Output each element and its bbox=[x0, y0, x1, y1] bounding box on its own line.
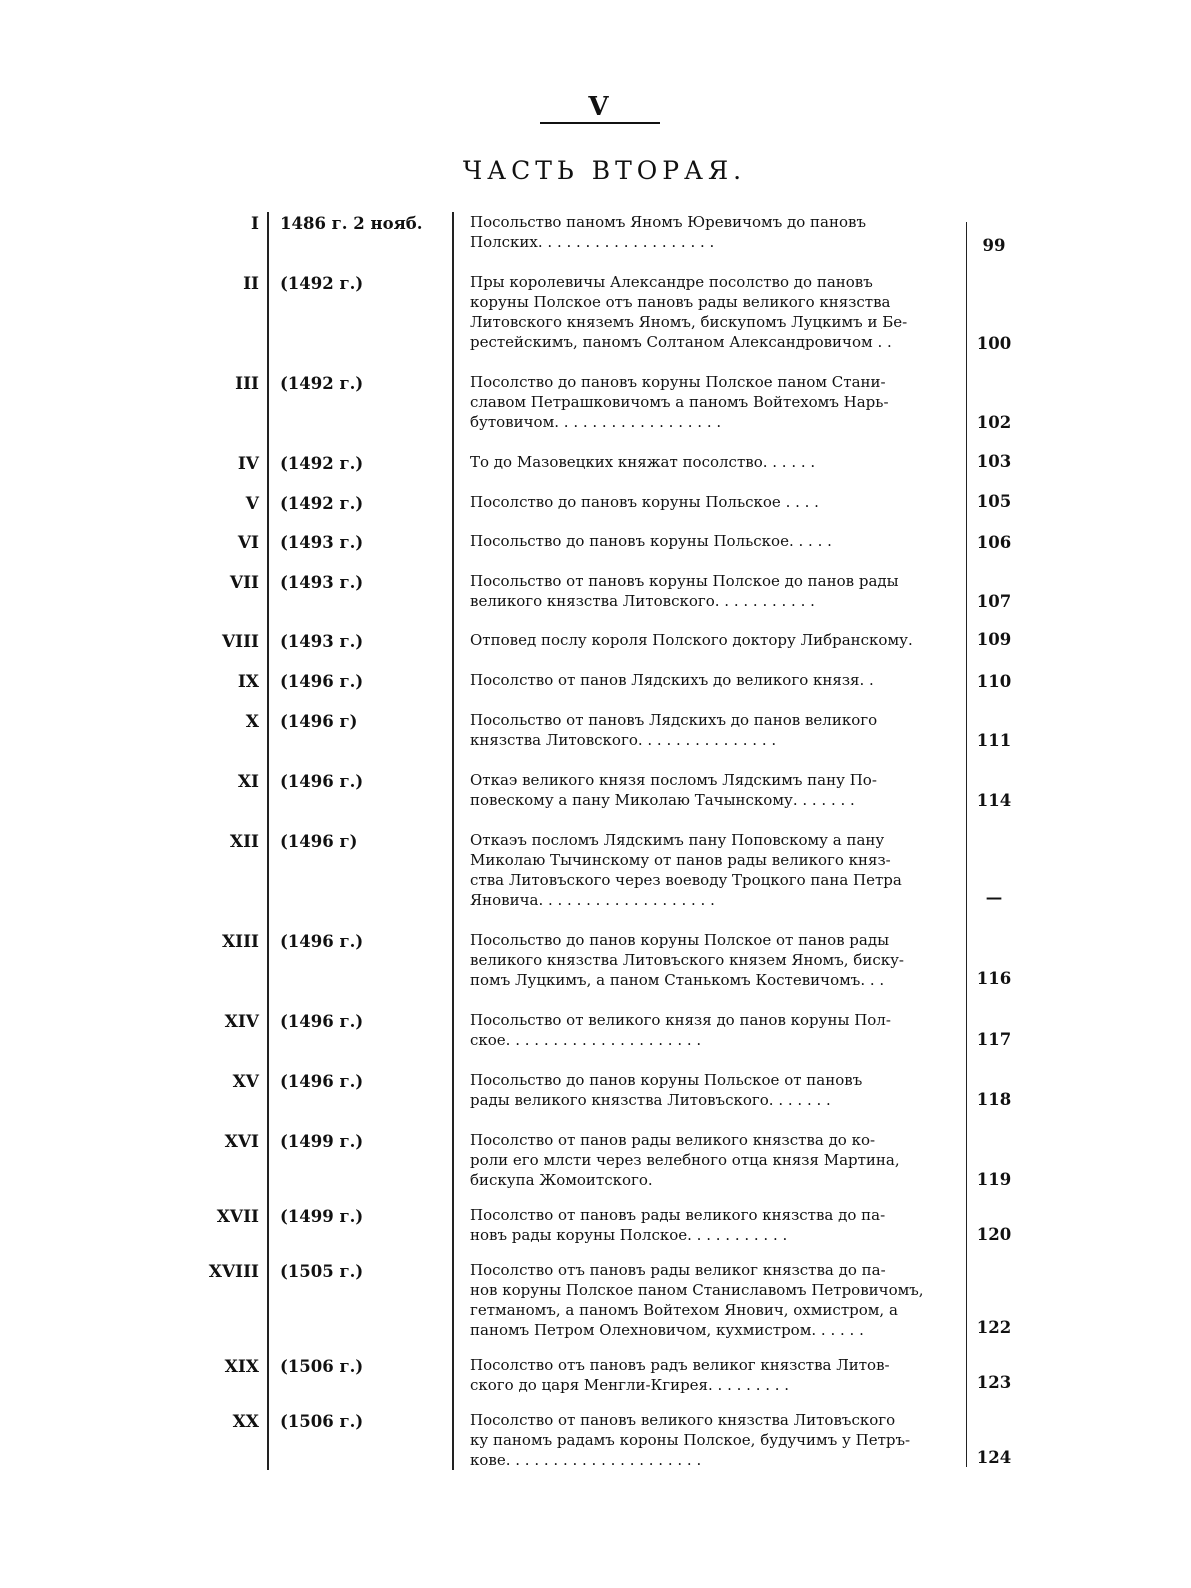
entry-page: 114 bbox=[976, 791, 1012, 810]
entry-description bbox=[470, 770, 950, 810]
entry-description bbox=[470, 1070, 950, 1110]
entry-page: 122 bbox=[976, 1318, 1012, 1337]
entry-page: 118 bbox=[976, 1090, 1012, 1109]
entry-line: рестейскимъ, паномъ Солтаном Александровичом . . bbox=[470, 333, 892, 351]
entry-line: Посольство паномъ Яномъ Юревичомъ до пановъ bbox=[470, 213, 866, 231]
entry-date: (1499 г.) bbox=[280, 1132, 364, 1151]
entry-number: XI bbox=[237, 772, 259, 792]
entry-description bbox=[470, 830, 950, 910]
entry-line: ское. . . . . . . . . . . . . . . . . . . . . bbox=[470, 1031, 702, 1049]
entry-line: нов коруны Полское паном Станиславомъ Петровичомъ, bbox=[470, 1281, 924, 1299]
entry-number: XIV bbox=[224, 1012, 259, 1032]
entry-page: 105 bbox=[976, 492, 1012, 511]
entry-number: XV bbox=[232, 1072, 259, 1092]
column-divider-left bbox=[267, 212, 269, 1470]
entry-line: Отповед послу короля Полского доктору Либранскому. bbox=[470, 631, 913, 649]
entry-line: Посольство до панов коруны Полское от панов рады bbox=[470, 931, 890, 949]
entry-line: Посолство от пановъ великого князства Литовъского bbox=[470, 1411, 896, 1429]
entry-description bbox=[470, 212, 950, 252]
entry-number: III bbox=[235, 374, 259, 394]
entry-description bbox=[470, 1260, 950, 1340]
entry-page: 111 bbox=[976, 731, 1012, 750]
entry-number: XVII bbox=[216, 1207, 259, 1227]
entry-line: коруны Полское отъ пановъ рады великого князства bbox=[470, 293, 891, 311]
entry-page: 116 bbox=[976, 969, 1012, 988]
entry-line: бискупа Жомоитского. bbox=[470, 1171, 653, 1189]
entry-date: (1493 г.) bbox=[280, 533, 364, 552]
entry-description bbox=[470, 531, 950, 551]
entry-page: 102 bbox=[976, 413, 1012, 432]
entry-date: (1506 г.) bbox=[280, 1412, 364, 1431]
entry-description bbox=[470, 492, 950, 512]
entry-line: Посольство от пановъ коруны Полское до панов рады bbox=[470, 572, 899, 590]
entry-date: 1486 г. 2 нояб. bbox=[280, 214, 423, 233]
entry-line: князства Литовского. . . . . . . . . . . . . . . bbox=[470, 731, 777, 749]
entry-line: ку паномъ радамъ короны Полское, будучимъ у Петръ- bbox=[470, 1431, 911, 1449]
header-rule bbox=[540, 122, 660, 124]
entry-date: (1496 г) bbox=[280, 832, 358, 851]
entry-number: XX bbox=[232, 1412, 259, 1432]
entry-line: Яновича. . . . . . . . . . . . . . . . . . . bbox=[470, 891, 715, 909]
entry-page: — bbox=[985, 888, 1003, 907]
entry-page: 100 bbox=[976, 334, 1012, 353]
entry-line: ства Литовъского через воеводу Троцкого пана Петра bbox=[470, 871, 902, 889]
entry-line: великого князства Литовского. . . . . . . . . . . bbox=[470, 592, 815, 610]
entry-line: Посольство от великого князя до панов коруны Пол- bbox=[470, 1011, 891, 1029]
entry-line: повескому а пану Миколаю Тачынскому. . . . . . . bbox=[470, 791, 855, 809]
entry-number: VIII bbox=[221, 632, 259, 652]
entry-line: великого князства Литовъского князем Яномъ, биску- bbox=[470, 951, 904, 969]
entry-page: 120 bbox=[976, 1225, 1012, 1244]
entry-line: ского до царя Менгли-Кгирея. . . . . . . . . bbox=[470, 1376, 790, 1394]
entry-date: (1496 г.) bbox=[280, 932, 364, 951]
entry-date: (1496 г.) bbox=[280, 772, 364, 791]
entry-date: (1505 г.) bbox=[280, 1262, 364, 1281]
entry-line: славом Петрашковичомъ а паномъ Войтехомъ Нарь- bbox=[470, 393, 889, 411]
entry-description bbox=[470, 1205, 950, 1245]
entry-description bbox=[470, 452, 950, 472]
column-divider-right bbox=[966, 222, 967, 1467]
entry-line: Откаэ великого князя посломъ Лядскимъ пану По- bbox=[470, 771, 877, 789]
entry-number: XIX bbox=[224, 1357, 259, 1377]
entry-line: Миколаю Тычинскому от панов рады великого княз- bbox=[470, 851, 891, 869]
entry-line: новъ рады коруны Полское. . . . . . . . . . . bbox=[470, 1226, 788, 1244]
entry-number: II bbox=[243, 274, 259, 294]
entry-line: Посолство отъ пановъ рады великог князства до па- bbox=[470, 1261, 886, 1279]
entry-date: (1506 г.) bbox=[280, 1357, 364, 1376]
entry-number: V bbox=[245, 494, 259, 514]
entry-line: паномъ Петром Олехновичом, кухмистром. . . . . . bbox=[470, 1321, 864, 1339]
entry-line: Посолство до пановъ коруны Полское паном Стани- bbox=[470, 373, 886, 391]
entry-description bbox=[470, 630, 950, 650]
entry-page: 103 bbox=[976, 452, 1012, 471]
entry-date: (1496 г.) bbox=[280, 672, 364, 691]
entry-description bbox=[470, 1130, 950, 1190]
entry-description bbox=[470, 1410, 950, 1470]
entry-line: Посолство до пановъ коруны Польское . . . . bbox=[470, 493, 819, 511]
entry-line: Пры королевичы Александре посолство до пановъ bbox=[470, 273, 873, 291]
section-title: ЧАСТЬ ВТОРАЯ. bbox=[462, 156, 747, 185]
entry-page: 107 bbox=[976, 592, 1012, 611]
entry-line: гетманомъ, а паномъ Войтехом Янович, охмистром, а bbox=[470, 1301, 898, 1319]
entry-description bbox=[470, 272, 950, 352]
entry-number: VII bbox=[229, 573, 259, 593]
entry-date: (1493 г.) bbox=[280, 573, 364, 592]
entry-page: 119 bbox=[976, 1170, 1012, 1189]
entry-page: 106 bbox=[976, 533, 1012, 552]
entry-number: IX bbox=[237, 672, 259, 692]
entry-number: IV bbox=[237, 454, 259, 474]
entry-page: 123 bbox=[976, 1373, 1012, 1392]
entry-description bbox=[470, 1355, 950, 1395]
entry-line: помъ Луцкимъ, а паном Станькомъ Костевичомъ. . . bbox=[470, 971, 885, 989]
entry-number: X bbox=[245, 712, 259, 732]
entry-line: Посольство до панов коруны Польское от пановъ bbox=[470, 1071, 863, 1089]
entry-page: 124 bbox=[976, 1448, 1012, 1467]
entry-line: рады великого князства Литовъского. . . . . . . bbox=[470, 1091, 831, 1109]
entry-description bbox=[470, 930, 950, 990]
entry-line: То до Мазовецких княжат посолство. . . . . . bbox=[470, 453, 816, 471]
entry-line: кове. . . . . . . . . . . . . . . . . . . . . bbox=[470, 1451, 702, 1469]
entry-description bbox=[470, 670, 950, 690]
entry-line: Литовского княземъ Яномъ, бискупомъ Луцкимъ и Бе- bbox=[470, 313, 908, 331]
entry-number: VI bbox=[237, 533, 259, 553]
page-number: V bbox=[588, 92, 609, 122]
entry-number: XVIII bbox=[208, 1262, 259, 1282]
entry-line: Откаэъ посломъ Лядскимъ пану Поповскому а пану bbox=[470, 831, 885, 849]
entry-line: Посолство от пановъ рады великого князства до па- bbox=[470, 1206, 886, 1224]
entry-line: Посольство до пановъ коруны Польское. . . . . bbox=[470, 532, 832, 550]
entry-date: (1492 г.) bbox=[280, 274, 364, 293]
entry-line: Посолство отъ пановъ радъ великог князства Литов- bbox=[470, 1356, 890, 1374]
entry-date: (1496 г.) bbox=[280, 1072, 364, 1091]
entry-line: бутовичом. . . . . . . . . . . . . . . . . . bbox=[470, 413, 722, 431]
entry-page: 109 bbox=[976, 630, 1012, 649]
entry-line: Полских. . . . . . . . . . . . . . . . . . . bbox=[470, 233, 715, 251]
entry-page: 117 bbox=[976, 1030, 1012, 1049]
entry-date: (1492 г.) bbox=[280, 454, 364, 473]
column-divider-middle bbox=[452, 212, 454, 1470]
entry-description bbox=[470, 571, 950, 611]
entry-date: (1499 г.) bbox=[280, 1207, 364, 1226]
entry-description bbox=[470, 710, 950, 750]
entry-date: (1492 г.) bbox=[280, 494, 364, 513]
entry-line: Посольство от пановъ Лядскихъ до панов великого bbox=[470, 711, 878, 729]
entry-date: (1493 г.) bbox=[280, 632, 364, 651]
entry-number: XIII bbox=[221, 932, 259, 952]
entry-number: I bbox=[251, 214, 259, 234]
entry-date: (1496 г) bbox=[280, 712, 358, 731]
entry-line: Посолство от панов Лядскихъ до великого князя. . bbox=[470, 671, 874, 689]
entry-description bbox=[470, 1010, 950, 1050]
entry-number: XII bbox=[229, 832, 259, 852]
entry-line: Посолство от панов рады великого князства до ко- bbox=[470, 1131, 876, 1149]
entry-number: XVI bbox=[224, 1132, 259, 1152]
entry-date: (1492 г.) bbox=[280, 374, 364, 393]
entry-page: 110 bbox=[976, 672, 1012, 691]
entry-line: роли его млсти через велебного отца князя Мартина, bbox=[470, 1151, 900, 1169]
entry-description bbox=[470, 372, 950, 432]
entry-page: 99 bbox=[982, 236, 1006, 255]
entry-date: (1496 г.) bbox=[280, 1012, 364, 1031]
